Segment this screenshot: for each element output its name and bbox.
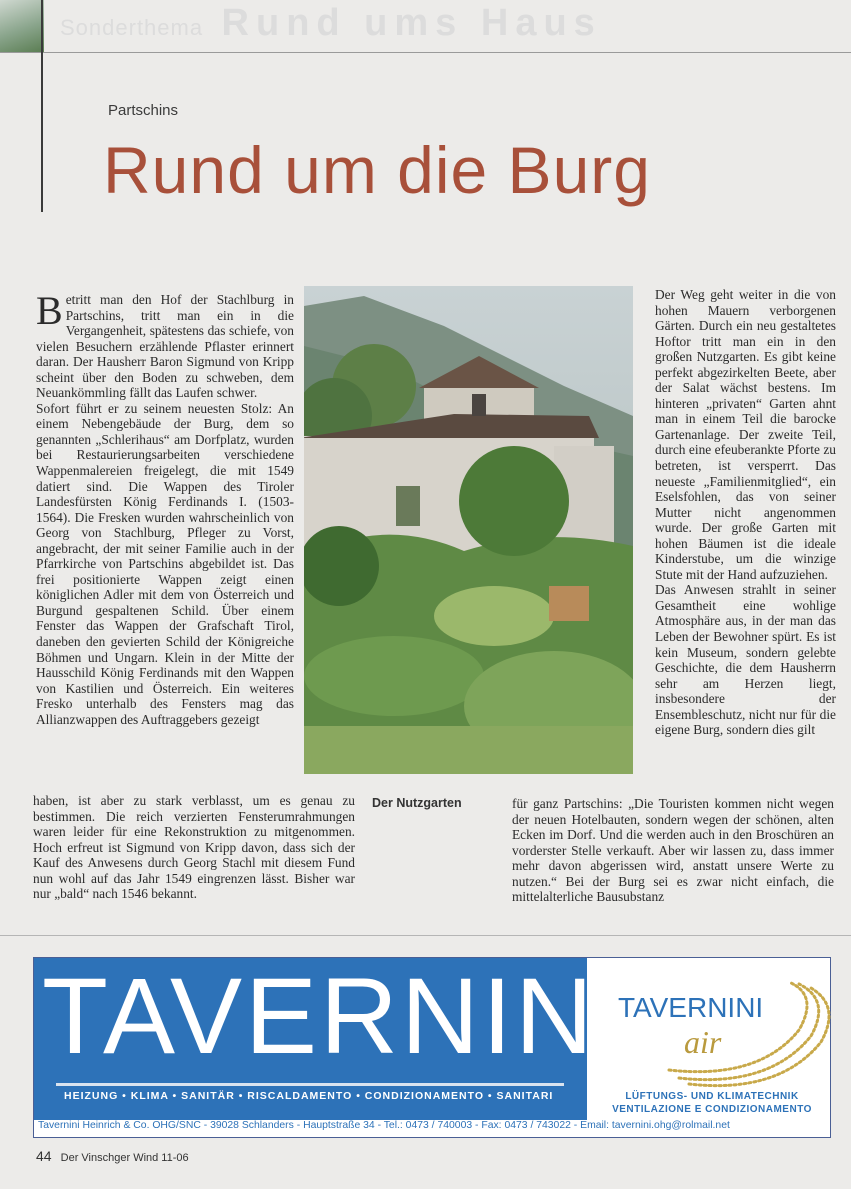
header-rule bbox=[0, 52, 851, 53]
ad-brand-wordmark: TAVERNINI bbox=[42, 955, 630, 1076]
ad-blue-panel bbox=[34, 955, 630, 1120]
paragraph: Sofort führt er zu seinem neuesten Stolz: An einem Nebengebäude der Burg, dem so genannten „Schlerihaus“ am Dorfplatz, wurden bei Restaurierungsarbeiten verschiedene Wappenmalereien freigelegt, die mit 1549 datiert sind. Die Wappen des Tiroler Landesfürsten König Ferdinands I. (1503-1564). Die Fresken wurden wahrscheinlich von Georg von Stachlburg, Pfleger zu Vorst, angebracht, der mit seiner Familie auch in der Pfarrkirche von Partschins abgebildet ist. Das frei positionierte Wappen zeigt einen königlichen Adler mit dem von Österreich und Burgund gespaltenen Schild. Über einem Fenster das Wappen der Grafschaft Tirol, daneben den gevierten Schild der Königreiche Böhmen und Ungarn. Klein in der Mitte der Hausschild König Ferdinands mit den Wappen von Kastilien und Österreich. Ein weiteres Fresko unterhalb des Fensters mag das Allianzwappen des Auftraggebers gezeigt bbox=[36, 400, 294, 727]
article-column-bottom-right bbox=[512, 796, 834, 905]
article-column-right bbox=[655, 287, 836, 738]
paragraph: Der Weg geht weiter in die von hohen Mauern verborgenen Gärten. Durch ein neu gestaltetes Hoftor tritt man ein in den großen Nutzgarten. Es gibt keine perfekt abgezirkelten Beete, aber der Salat wächst bestens. Im hinteren „privaten“ Garten ahnt man in einem Teil die barocke Gartenanlage. Der zweite Teil, durch eine efeuberankte Pforte zu betreten, ist versperrt. Das neueste „Familienmitglied“, ein Eselsfohlen, das von seiner Mutter nicht angenommen wurde. Der große Garten mit hohen Bäumen ist die ideale Kinderstube, um die winzige Stute mit der Hand aufzuziehen. bbox=[655, 287, 836, 582]
ad-separator bbox=[0, 935, 851, 936]
ad-services-line: HEIZUNG • KLIMA • SANITÄR • RISCALDAMENTO • CONDIZIONAMENTO • SANITARI bbox=[64, 1090, 554, 1102]
ad-tech-line: VENTILAZIONE E CONDIZIONAMENTO bbox=[612, 1104, 812, 1115]
page-number: 44 bbox=[36, 1148, 52, 1164]
article-kicker: Partschins bbox=[108, 102, 179, 119]
section-label bbox=[60, 2, 602, 45]
paragraph-text: etritt man den Hof der Stachlburg in Partschins, tritt man ein in die Vergangenheit, spätestens das schiefe, von vielen Besuchern erzählende Pflaster erinnert daran. Der Hausherr Baron Sigmund von Kripp scheint über den Boden zu schweben, dem Neuankömmling fällt das Laufen schwer. bbox=[36, 292, 294, 401]
castle-garden-illustration bbox=[304, 286, 633, 774]
ad-address-line: Tavernini Heinrich & Co. OHG/SNC - 39028 Schlanders - Hauptstraße 34 - Tel.: 0473 / 740003 - Fax: 0473 / 743022 - Email: tavernini.ohg@rolmail.net bbox=[38, 1120, 730, 1131]
article-headline: Rund um die Burg bbox=[103, 133, 651, 207]
corner-thumbnail-image bbox=[0, 0, 44, 52]
ad-logo-air: air bbox=[684, 1024, 722, 1060]
photo-caption: Der Nutzgarten bbox=[372, 796, 462, 810]
article-column-left bbox=[36, 288, 294, 727]
paragraph: für ganz Partschins: „Die Touristen kommen nicht wegen der neuen Hotelbauten, sondern wegen der schönen, alten Ecken im Dorf. Und die werden auch in den Broschüren an vorderster Stelle verkauft. Aber wir lassen zu, dass immer mehr davon abgerissen wird, anstatt unsere Werte zu nutzen.“ Bei der Burg sei es zwar nicht einfach, die mittelalterliche Bausubstanz bbox=[512, 796, 834, 905]
ad-tech-line: LÜFTUNGS- UND KLIMATECHNIK bbox=[625, 1091, 799, 1102]
ad-divider-line bbox=[56, 1083, 564, 1086]
article-column-bottom-left bbox=[33, 793, 355, 902]
ad-logo-wordmark: TAVERNINI bbox=[618, 992, 764, 1023]
section-label-small: Sonderthema bbox=[60, 15, 204, 40]
air-swirl-icon bbox=[649, 970, 839, 1090]
drop-cap: B bbox=[36, 288, 63, 333]
ad-tech-lines bbox=[594, 1090, 830, 1116]
castle-garden-photo bbox=[304, 286, 633, 774]
paragraph bbox=[36, 288, 294, 401]
paragraph: haben, ist aber zu stark verblasst, um es genau zu bestimmen. Die reich verzierten Fensterumrahmungen waren leider für eine Rekonstruktion zu mitgenommen. Hoch erfreut ist Sigmund von Kripp davon, dass sich der Kauf des Anwesens durch Georg Stachl mit diesem Fund nun wohl auf das Jahr 1549 eingrenzen lässt. Bisher war nur „bald“ nach 1546 bekannt. bbox=[33, 793, 355, 902]
paragraph: Das Anwesen strahlt in seiner Gesamtheit eine wohlige Atmosphäre aus, in der man das Leben der Bewohner spürt. Es ist kein Museum, sondern gelebte Geschichte, die dem Hausherrn sehr am Herzen liegt, insbesondere der Ensembleschutz, nicht nur für die eigene Burg, sondern dies gilt bbox=[655, 582, 836, 738]
publication-name: Der Vinschger Wind 11-06 bbox=[60, 1152, 189, 1164]
section-label-big: Rund ums Haus bbox=[221, 2, 602, 44]
page-footer bbox=[36, 1148, 189, 1164]
header-vertical-rule bbox=[41, 0, 43, 212]
tavernini-advertisement bbox=[33, 957, 831, 1138]
